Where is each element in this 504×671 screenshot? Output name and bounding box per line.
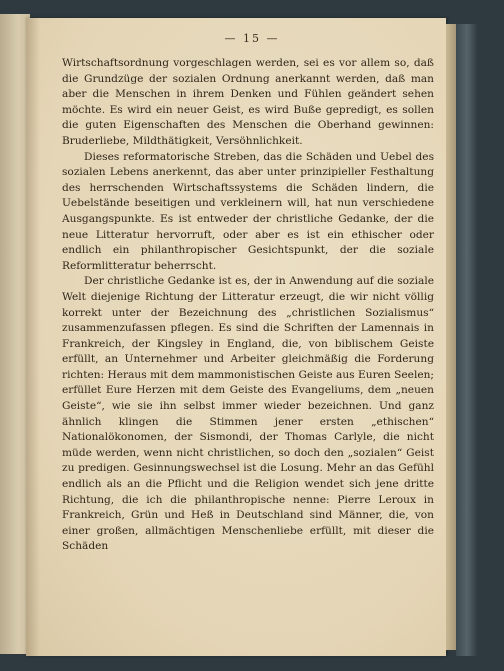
page-text	[62, 56, 434, 555]
book-cover-edge	[456, 24, 478, 656]
page-gutter-shadow	[26, 18, 40, 656]
paragraph-1: Wirtschaftsordnung vorgeschlagen werden, sei es vor allem so, daß die Grundzüge der sozialen Ordnung anerkannt werden, daß man aber die Menschen in ihrem Denken und Fühlen geändert sehen möchte. Es wird ein neuer Geist, es wird Buße gepredigt, es sollen die guten Eigenschaften des Menschen die Oberhand gewinnen: Bruderliebe, Mildthätigkeit, Versöhnlichkeit.	[62, 57, 434, 147]
paragraph-2: Dieses reformatorische Streben, das die Schäden und Uebel des sozialen Lebens anerkennt, das aber unter prinzipieller Festhaltung des herrschenden Wirtschaftssystems die Schäden lindern, die Uebelstände beseitigen und verkleinern will, hat nun verschiedene Ausgangspunkte. Es ist entweder der christliche Gedanke, der die neue Litteratur hervorruft, oder aber es ist ein ethischer oder endlich ein philanthropischer Gesichtspunkt, der die soziale Reformlitteratur beherrscht.	[62, 150, 434, 272]
page-edges	[446, 24, 456, 650]
page-number: — 15 —	[224, 32, 280, 45]
paragraph-3: Der christliche Gedanke ist es, der in Anwendung auf die soziale Welt diejenige Richtung der Litteratur erzeugt, die wir nicht völlig korrekt unter der Bezeichnung des „christlichen Sozialismus“ zusammenzufassen pflegen. Es sind die Schriften der Lamennais in Frankreich, der Kingsley in England, die, von biblischem Geiste erfüllt, an Unternehmer und Arbeiter gleichmäßig die Forderung richten: Heraus mit dem mammonistischen Geiste aus Euren Seelen; erfüllet Eure Herzen mit dem Geiste des Evangeliums, dem „neuen Geiste“, wie sie ihn selbst immer wieder bezeichnen. Und ganz ähnlich klingen die Stimmen jener ersten „ethischen“ Nationalökonomen, der Sismondi, der Thomas Carlyle, die nicht müde werden, wenn nicht christlichen, so doch den „sozialen“ Geist zu predigen. Gesinnungswechsel ist die Losung. Mehr an das Gefühl endlich als an die Pflicht und die Religion wendet sich jene dritte Richtung, die ich die philanthropische nenne: Pierre Leroux in Frankreich, Grün und Heß in Deutschland sind Männer, die, von einer großen, allmächtigen Menschenliebe erfüllt, mit dieser die Schäden	[62, 275, 434, 553]
